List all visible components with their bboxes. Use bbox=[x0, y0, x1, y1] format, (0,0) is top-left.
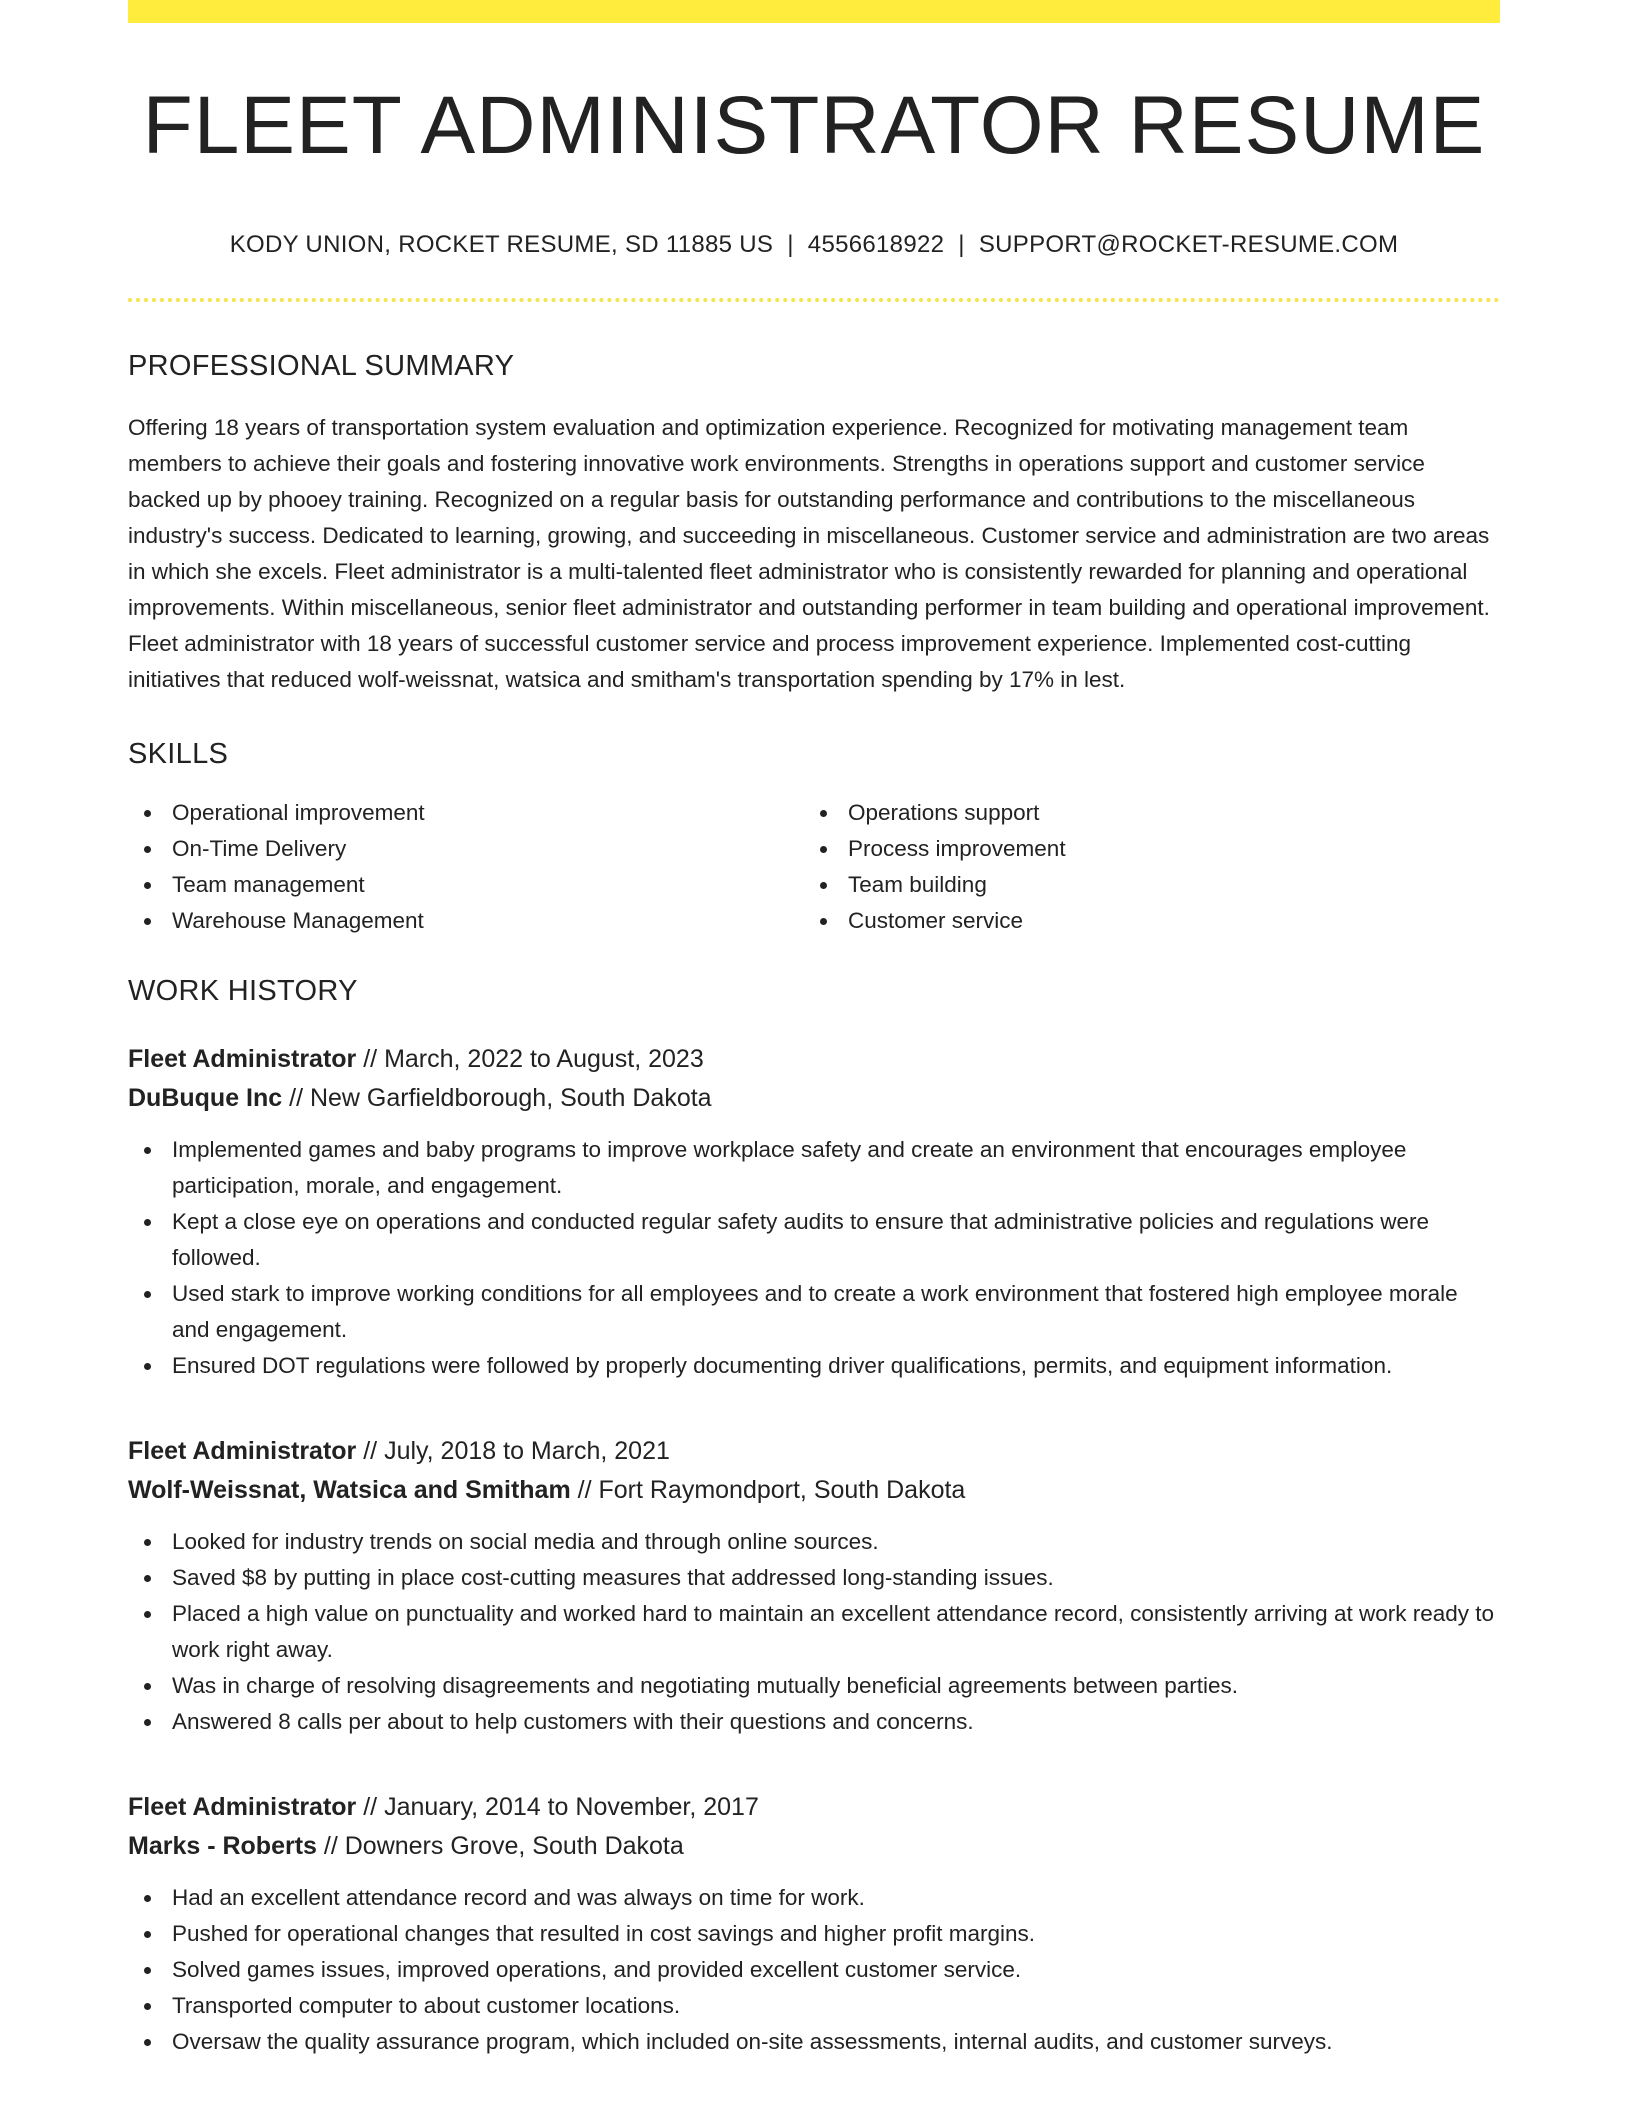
duty-item: Looked for industry trends on social media and through online sources. bbox=[128, 1524, 1500, 1560]
duty-item: Saved $8 by putting in place cost-cutting measures that addressed long-standing issues. bbox=[128, 1560, 1500, 1596]
duty-item: Oversaw the quality assurance program, which included on-site assessments, internal audits, and customer surveys. bbox=[128, 2024, 1500, 2060]
contact-separator: | bbox=[958, 231, 965, 258]
summary-text: Offering 18 years of transportation system evaluation and optimization experience. Recognized for motivating management team members to achieve their goals and fostering innovative work environments. Strengths in operations support and customer service backed up by phooey training. Recognized on a regular basis for outstanding performance and contributions to the miscellaneous industry's success. Dedicated to learning, growing, and succeeding in miscellaneous. Customer service and administration are two areas in which she excels. Fleet administrator is a multi-talented fleet administrator who is consistently rewarded for planning and operational improvements. Within miscellaneous, senior fleet administrator and outstanding performer in team building and operational improvement. Fleet administrator with 18 years of successful customer service and process improvement experience. Implemented cost-cutting initiatives that reduced wolf-weissnat, watsica and smitham's transportation spending by 17% in lest. bbox=[128, 415, 1490, 692]
job-company-line bbox=[128, 1827, 1500, 1866]
skills-column-right bbox=[804, 795, 1480, 939]
contact-line bbox=[128, 233, 1500, 257]
contact-separator: | bbox=[787, 231, 794, 258]
job-location: // New Garfieldborough, South Dakota bbox=[282, 1084, 712, 1112]
job-duties bbox=[128, 1880, 1500, 2060]
duty-item: Used stark to improve working conditions for all employees and to create a work environment that fostered high employee morale and engagement. bbox=[128, 1276, 1500, 1348]
dotted-divider bbox=[128, 298, 1500, 302]
duty-item: Answered 8 calls per about to help customers with their questions and concerns. bbox=[128, 1704, 1500, 1740]
skills-list bbox=[128, 795, 1500, 939]
job-entry bbox=[128, 1040, 1500, 1384]
job-company: Wolf-Weissnat, Watsica and Smitham bbox=[128, 1476, 571, 1504]
contact-email: SUPPORT@ROCKET-RESUME.COM bbox=[978, 231, 1399, 258]
job-location: // Fort Raymondport, South Dakota bbox=[570, 1476, 966, 1504]
duty-item: Placed a high value on punctuality and worked hard to maintain an excellent attendance record, consistently arriving at work ready to work right away. bbox=[128, 1596, 1500, 1668]
job-dates: // March, 2022 to August, 2023 bbox=[356, 1045, 704, 1073]
duty-item: Solved games issues, improved operations, and provided excellent customer service. bbox=[128, 1952, 1500, 1988]
job-duties bbox=[128, 1524, 1500, 1740]
skill-item: Team building bbox=[804, 867, 1480, 903]
job-company: DuBuque Inc bbox=[128, 1084, 283, 1112]
job-duties bbox=[128, 1132, 1500, 1384]
skill-item: On-Time Delivery bbox=[128, 831, 804, 867]
skills-column-left bbox=[128, 795, 804, 939]
skill-item: Customer service bbox=[804, 903, 1480, 939]
skill-item: Process improvement bbox=[804, 831, 1480, 867]
skill-item: Team management bbox=[128, 867, 804, 903]
duty-item: Kept a close eye on operations and conducted regular safety audits to ensure that administrative policies and regulations were followed. bbox=[128, 1204, 1500, 1276]
summary-heading: PROFESSIONAL SUMMARY bbox=[128, 350, 515, 382]
job-title-line bbox=[128, 1788, 1500, 1827]
job-title-line bbox=[128, 1040, 1500, 1079]
resume-page bbox=[128, 0, 1500, 2112]
job-entry bbox=[128, 1788, 1500, 2060]
job-title-line bbox=[128, 1432, 1500, 1471]
job-company-line bbox=[128, 1471, 1500, 1510]
skills-heading: SKILLS bbox=[128, 738, 229, 770]
work-history-heading: WORK HISTORY bbox=[128, 975, 358, 1007]
job-dates: // January, 2014 to November, 2017 bbox=[356, 1793, 759, 1821]
job-company-line bbox=[128, 1079, 1500, 1118]
skill-item: Warehouse Management bbox=[128, 903, 804, 939]
resume-title: FLEET ADMINISTRATOR RESUME bbox=[142, 80, 1486, 171]
job-title: Fleet Administrator bbox=[128, 1793, 357, 1821]
job-entry bbox=[128, 1432, 1500, 1740]
duty-item: Implemented games and baby programs to improve workplace safety and create an environment that encourages employee participation, morale, and engagement. bbox=[128, 1132, 1500, 1204]
duty-item: Had an excellent attendance record and was always on time for work. bbox=[128, 1880, 1500, 1916]
contact-address: KODY UNION, ROCKET RESUME, SD 11885 US bbox=[229, 231, 774, 258]
accent-bar bbox=[128, 0, 1500, 23]
duty-item: Pushed for operational changes that resulted in cost savings and higher profit margins. bbox=[128, 1916, 1500, 1952]
job-company: Marks - Roberts bbox=[128, 1832, 317, 1860]
skill-item: Operations support bbox=[804, 795, 1480, 831]
job-title: Fleet Administrator bbox=[128, 1045, 357, 1073]
duty-item: Transported computer to about customer locations. bbox=[128, 1988, 1500, 2024]
job-dates: // July, 2018 to March, 2021 bbox=[356, 1437, 670, 1465]
contact-phone: 4556618922 bbox=[807, 231, 945, 258]
duty-item: Ensured DOT regulations were followed by properly documenting driver qualifications, permits, and equipment information. bbox=[128, 1348, 1500, 1384]
job-location: // Downers Grove, South Dakota bbox=[316, 1832, 684, 1860]
skill-item: Operational improvement bbox=[128, 795, 804, 831]
duty-item: Was in charge of resolving disagreements and negotiating mutually beneficial agreements between parties. bbox=[128, 1668, 1500, 1704]
job-title: Fleet Administrator bbox=[128, 1437, 357, 1465]
